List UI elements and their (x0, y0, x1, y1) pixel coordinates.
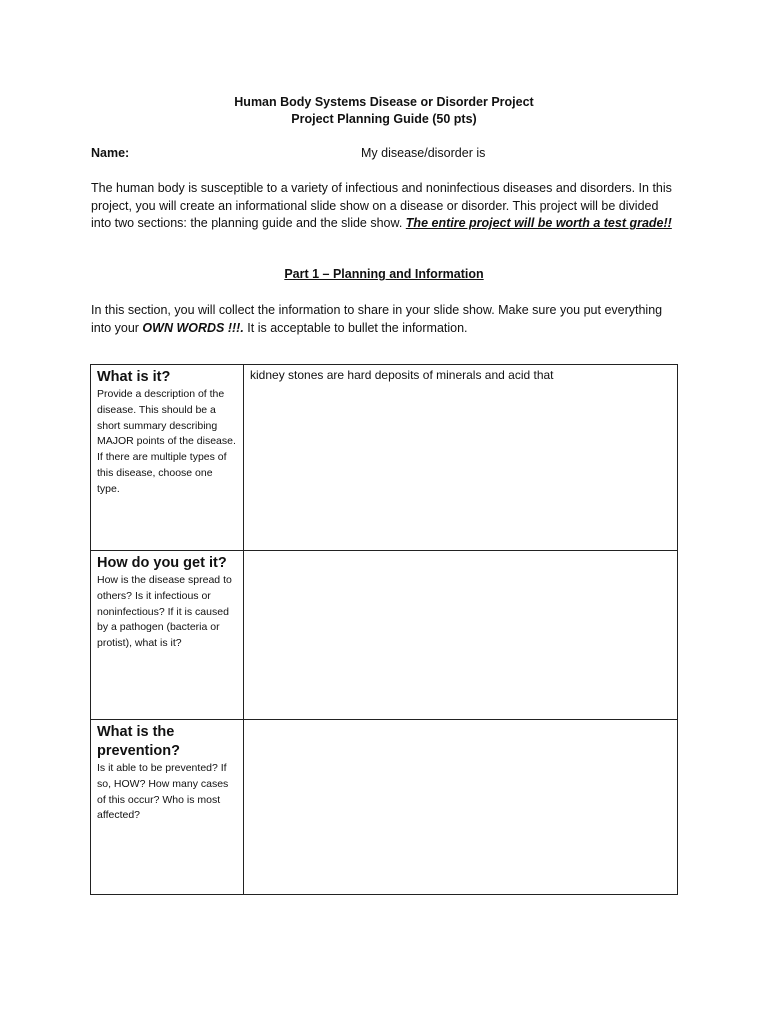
question-title: What is it? (97, 369, 171, 385)
answer-cell[interactable] (244, 720, 678, 895)
intro-emphasis: The entire project will be worth a test grade!! (405, 216, 672, 231)
planning-table (90, 364, 678, 895)
table-row (91, 551, 678, 720)
part1-intro-before: In this section, you will collect the information to share in your slide show. Make sure you put everything into your (91, 303, 663, 335)
disease-label: My disease/disorder is (361, 146, 486, 160)
question-description: Is it able to be prevented? If so, HOW? How many cases of this occur? Who is most affected? (97, 762, 229, 822)
part1-heading: Part 1 – Planning and Information (284, 267, 484, 281)
intro-text: The human body is susceptible to a variety of infectious and noninfectious diseases and disorders. In this project, you will create an informational slide show on a disease or disorder. This project will be divided into two sections: the planning guide and the slide show. (91, 181, 672, 231)
table-row (91, 720, 678, 895)
part1-intro-emphasis: OWN WORDS !!!. (142, 320, 244, 335)
part1-intro (91, 302, 681, 337)
answer-cell[interactable] (244, 551, 678, 720)
question-description: Provide a description of the disease. This should be a short summary describing MAJOR points of the disease. If there are multiple types of this disease, choose one type. (97, 388, 236, 495)
table-row (91, 365, 678, 551)
question-cell (91, 720, 244, 895)
question-title: What is the prevention? (97, 724, 180, 759)
intro-paragraph (91, 180, 681, 233)
document-subtitle: Project Planning Guide (50 pts) (291, 112, 477, 126)
document-title: Human Body Systems Disease or Disorder Project (234, 95, 534, 109)
question-cell (91, 551, 244, 720)
part1-intro-after: It is acceptable to bullet the information. (243, 320, 468, 335)
name-label: Name: (91, 146, 130, 160)
question-cell (91, 365, 244, 551)
answer-cell[interactable] (244, 365, 678, 551)
answer-text: kidney stones are hard deposits of minerals and acid that (250, 368, 554, 382)
question-title: How do you get it? (97, 555, 227, 571)
question-description: How is the disease spread to others? Is it infectious or noninfectious? If it is caused by a pathogen (bacteria or protist), what is it? (97, 574, 232, 650)
